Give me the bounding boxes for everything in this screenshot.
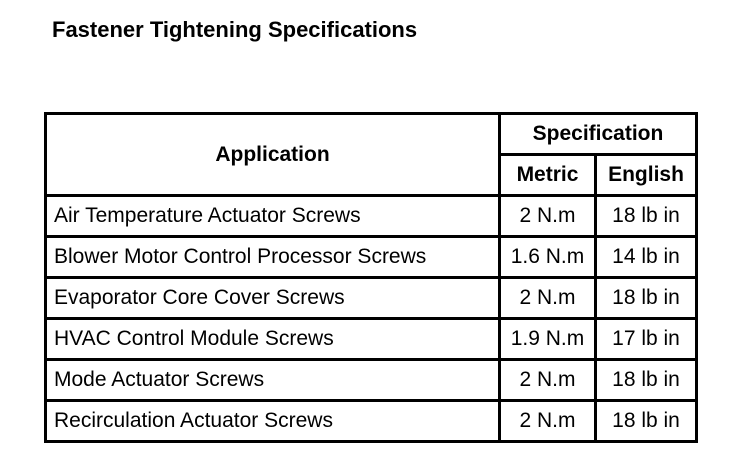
english-cell: 18 lb in: [597, 279, 695, 320]
english-cell: 18 lb in: [597, 361, 695, 402]
english-cell: 18 lb in: [612, 409, 680, 432]
metric-cell: 2 N.m: [501, 402, 597, 440]
application-cell: HVAC Control Module Screws: [47, 320, 501, 361]
table-row: [47, 402, 695, 440]
english-header: English: [597, 156, 695, 197]
application-cell: Evaporator Core Cover Screws: [47, 279, 501, 320]
english-cell: 17 lb in: [597, 320, 695, 361]
metric-header: Metric: [501, 156, 597, 197]
application-header: Application: [47, 115, 501, 197]
metric-cell: 2 N.m: [501, 197, 597, 238]
table-row: [47, 279, 695, 320]
fastener-spec-table: [44, 112, 698, 443]
application-cell: Blower Motor Control Processor Screws: [47, 238, 501, 279]
table-row: [47, 361, 695, 402]
table-header-row: [47, 115, 695, 156]
metric-cell: 2 N.m: [501, 361, 597, 402]
application-cell: Recirculation Actuator Screws: [47, 402, 501, 440]
page-title: Fastener Tightening Specifications: [52, 17, 418, 42]
english-cell: 18 lb in: [597, 197, 695, 238]
metric-cell: 1.6 N.m: [501, 238, 597, 279]
application-cell: Air Temperature Actuator Screws: [47, 197, 501, 238]
metric-cell: 1.9 N.m: [501, 320, 597, 361]
table-row: [47, 197, 695, 238]
specification-header: Specification: [501, 115, 695, 156]
metric-cell: 2 N.m: [501, 279, 597, 320]
table-row: [47, 320, 695, 361]
table-row: [47, 238, 695, 279]
application-cell: Mode Actuator Screws: [47, 361, 501, 402]
english-cell: 14 lb in: [597, 238, 695, 279]
